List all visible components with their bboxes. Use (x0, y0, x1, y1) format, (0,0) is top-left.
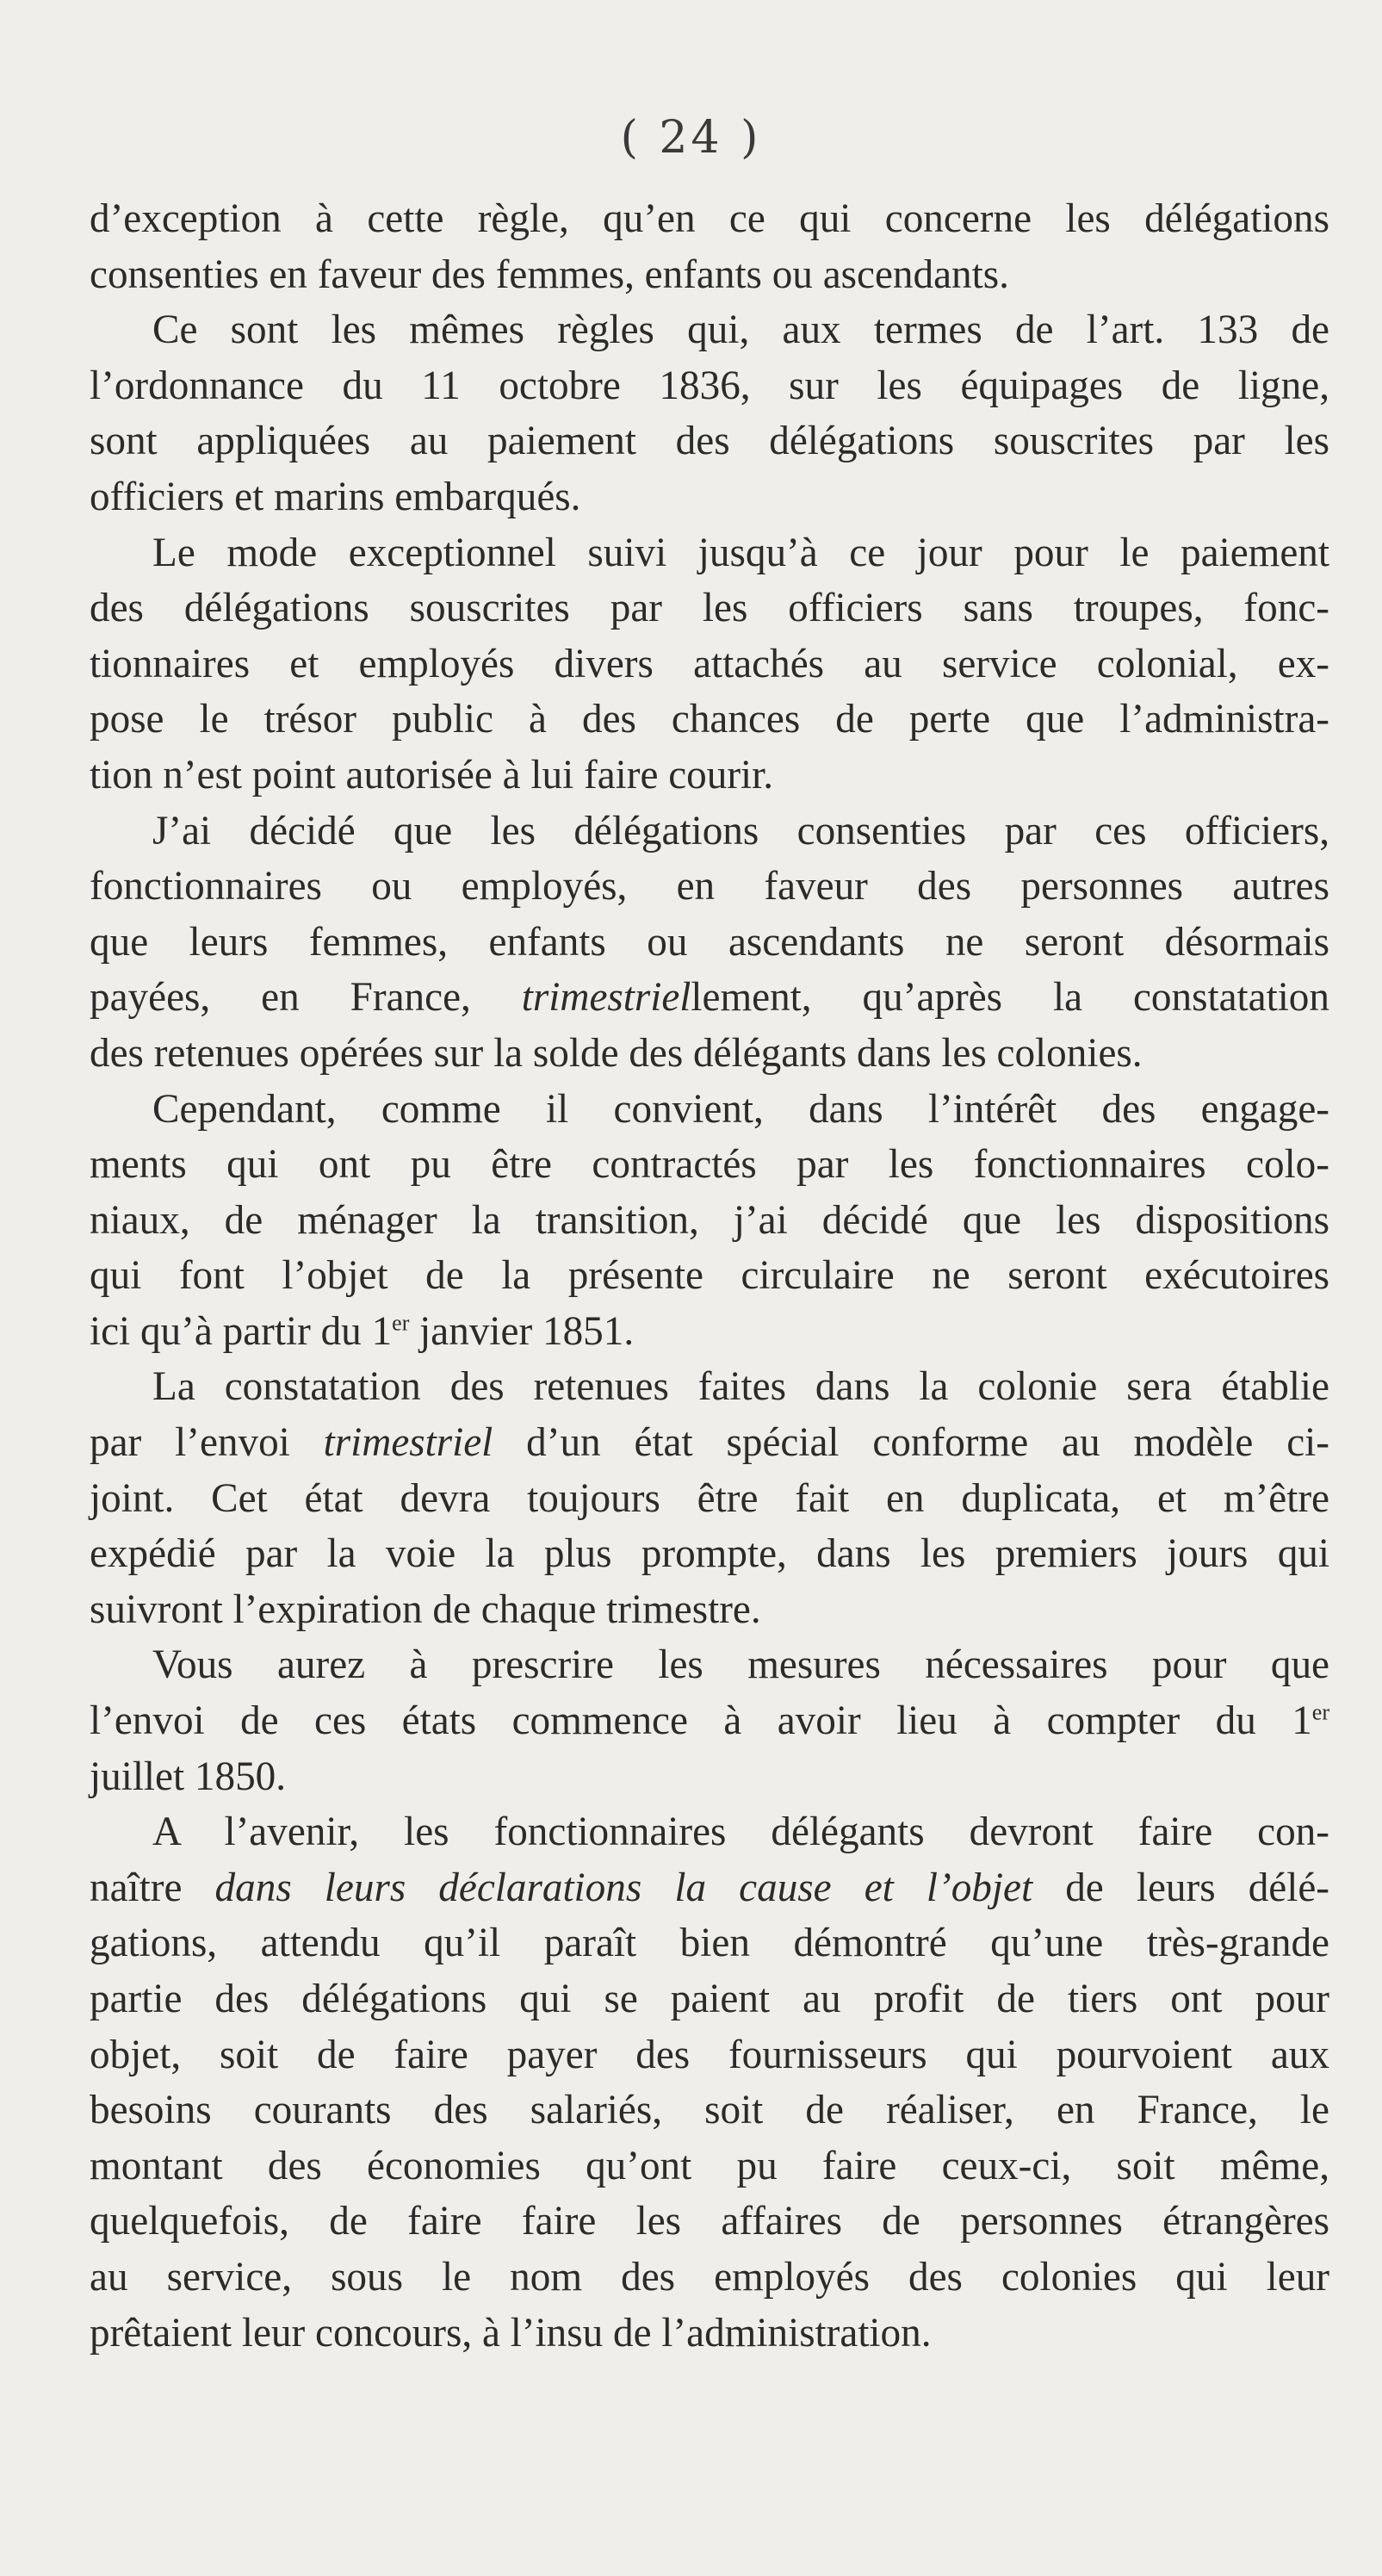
text-line: qui font l’objet de la présente circulaire ne seront exécutoires (90, 1253, 1329, 1299)
text-line: A l’avenir, les fonctionnaires délégants devront faire con- (152, 1809, 1329, 1855)
text-line: naître dans leurs déclarations la cause et l’objet de leurs délé- (90, 1865, 1330, 1910)
text-line: besoins courants des salariés, soit de réaliser, en France, le (90, 2088, 1329, 2133)
text-line: niaux, de ménager la transition, j’ai décidé que les dispositions (90, 1197, 1329, 1243)
text-line: juillet 1850. (90, 1754, 287, 1799)
paragraph (90, 804, 1329, 1082)
text-line: expédié par la voie la plus prompte, dans les premiers jours qui (90, 1531, 1329, 1577)
text-line: tion n’est point autorisée à lui faire courir. (90, 752, 774, 798)
text-line: officiers et marins embarqués. (90, 474, 581, 519)
text-line: l’ordonnance du 11 octobre 1836, sur les équipages de ligne, (90, 363, 1329, 408)
text-line: Ce sont les mêmes règles qui, aux termes de l’art. 133 de (152, 307, 1329, 353)
paragraph (90, 302, 1329, 525)
paragraph (90, 1359, 1329, 1637)
text-line: joint. Cet état devra toujours être fait en duplicata, et m’être (90, 1475, 1329, 1521)
text-line: suivront l’expiration de chaque trimestre. (90, 1586, 761, 1632)
text-line: ici qu’à partir du 1er janvier 1851. (90, 1308, 635, 1354)
body-text (90, 191, 1329, 2361)
text-line: l’envoi de ces états commence à avoir lieu à compter du 1er (90, 1698, 1329, 1744)
text-line: Cependant, comme il convient, dans l’intérêt des engage- (152, 1086, 1329, 1132)
text-line: J’ai décidé que les délégations consenties par ces officiers, (152, 808, 1329, 853)
text-line: fonctionnaires ou employés, en faveur des personnes autres (90, 864, 1329, 909)
text-line: ments qui ont pu être contractés par les fonctionnaires colo- (90, 1142, 1329, 1188)
text-line: La constatation des retenues faites dans la colonie sera établie (152, 1364, 1329, 1410)
text-line: gations, attendu qu’il paraît bien démontré qu’une très-grande (90, 1921, 1329, 1966)
text-line: Le mode exceptionnel suivi jusqu’à ce jour pour le paiement (152, 530, 1329, 575)
text-line: consenties en faveur des femmes, enfants ou ascendants. (90, 251, 1009, 297)
text-line: par l’envoi trimestriel d’un état spécial conforme au modèle ci- (90, 1420, 1329, 1466)
text-line: objet, soit de faire payer des fournisseurs qui pourvoient aux (90, 2032, 1329, 2077)
text-line: Vous aurez à prescrire les mesures nécessaires pour que (152, 1642, 1329, 1688)
text-line: quelquefois, de faire faire les affaires de personnes étrangères (90, 2199, 1329, 2244)
paragraph (90, 1804, 1329, 2361)
text-line: montant des économies qu’ont pu faire ceux-ci, soit même, (90, 2143, 1329, 2188)
text-line: des délégations souscrites par les officiers sans troupes, fonc- (90, 586, 1329, 631)
paragraph (90, 1082, 1329, 1360)
paragraph (90, 525, 1329, 804)
text-line: tionnaires et employés divers attachés au service colonial, ex- (90, 641, 1329, 686)
text-line: que leurs femmes, enfants ou ascendants ne seront désormais (90, 919, 1329, 965)
text-line: payées, en France, trimestriellement, qu’après la constatation (90, 975, 1329, 1021)
paragraph (90, 1637, 1329, 1804)
paragraph (90, 191, 1329, 302)
text-line: sont appliquées au paiement des délégations souscrites par les (90, 419, 1329, 464)
text-line: d’exception à cette règle, qu’en ce qui concerne les délégations (90, 196, 1329, 241)
text-line: prêtaient leur concours, à l’insu de l’administration. (90, 2310, 932, 2356)
text-line: partie des délégations qui se paient au profit de tiers ont pour (90, 1977, 1329, 2021)
page-number: ( 24 ) (620, 112, 762, 164)
text-line: pose le trésor public à des chances de perte que l’administra- (90, 697, 1329, 742)
text-line: des retenues opérées sur la solde des délégants dans les colonies. (90, 1030, 1143, 1076)
text-line: au service, sous le nom des employés des colonies qui leur (90, 2254, 1329, 2300)
